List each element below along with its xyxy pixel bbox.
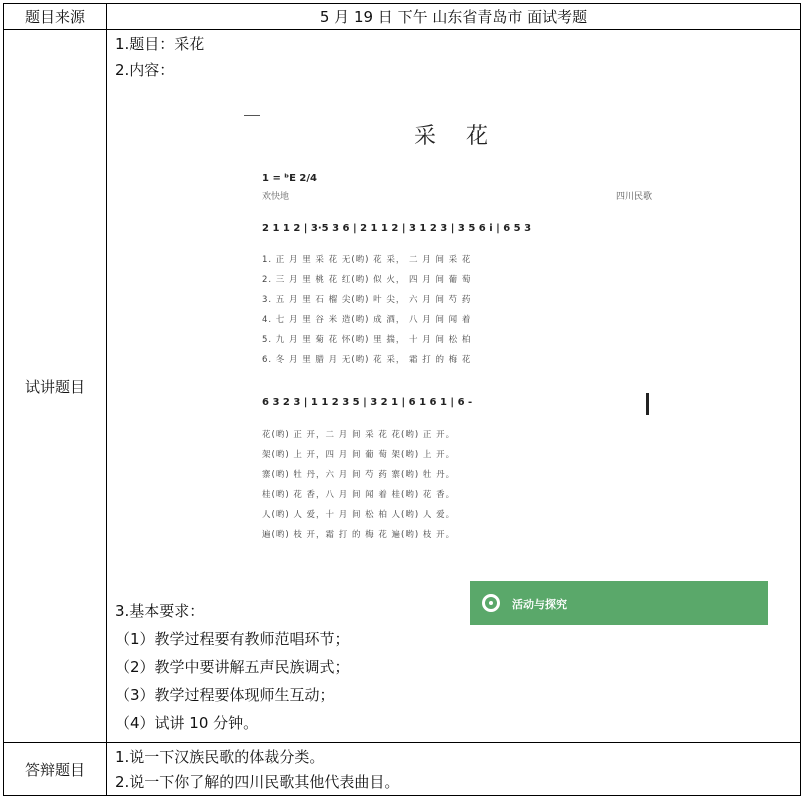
defense-item-1: 1.说一下汉族民歌的体裁分类。 bbox=[115, 748, 325, 766]
requirement-1: （1）教学过程要有教师范唱环节； bbox=[115, 630, 350, 648]
defense-row bbox=[4, 743, 801, 796]
source-label: 题目来源 bbox=[4, 4, 107, 30]
requirements-label: 3.基本要求： bbox=[115, 602, 205, 620]
requirement-4: （4）试讲 10 分钟。 bbox=[115, 714, 259, 732]
source-value: 5 月 19 日 下午 山东省青岛市 面试考题 bbox=[107, 4, 801, 30]
topic-line: 1.题目：采花 bbox=[115, 35, 205, 53]
activity-icon bbox=[482, 594, 500, 612]
score-tempo: 欢快地 bbox=[262, 192, 290, 202]
lyrics-bottom-3: 寨(哟) 牡 丹，六 月 间 芍 药 寨(哟) 牡 丹。 bbox=[262, 470, 456, 480]
lecture-row bbox=[4, 30, 801, 743]
activity-banner bbox=[470, 581, 768, 625]
exam-table bbox=[3, 3, 801, 796]
header-row bbox=[4, 4, 801, 30]
score-dash bbox=[244, 115, 260, 116]
lecture-label: 试讲题目 bbox=[4, 30, 107, 743]
requirement-2: （2）教学中要讲解五声民族调式； bbox=[115, 658, 350, 676]
lyrics-top-2: 2. 三 月 里 桃 花 红(哟) 似 火， 四 月 间 葡 萄 bbox=[262, 275, 472, 285]
lecture-content bbox=[107, 30, 800, 742]
lyrics-bottom-4: 桂(哟) 花 香，八 月 间 闻 着 桂(哟) 花 香。 bbox=[262, 490, 456, 500]
content-label: 2.内容： bbox=[115, 61, 175, 79]
defense-cell bbox=[107, 743, 801, 796]
lyrics-top-3: 3. 五 月 里 石 榴 尖(哟) 叶 尖， 六 月 间 芍 药 bbox=[262, 295, 472, 305]
score-key: 1 = ᵇE 2/4 bbox=[262, 173, 317, 184]
lyrics-bottom-6: 遍(哟) 枝 开，霜 打 的 梅 花 遍(哟) 枝 开。 bbox=[262, 530, 456, 540]
lyrics-bottom-5: 人(哟) 人 爱，十 月 间 松 柏 人(哟) 人 爱。 bbox=[262, 510, 456, 520]
lyrics-top-1: 1. 正 月 里 采 花 无(哟) 花 采， 二 月 间 采 花 bbox=[262, 255, 472, 265]
final-barline bbox=[646, 393, 649, 415]
music-score bbox=[244, 85, 674, 611]
score-origin: 四川民歌 bbox=[616, 192, 653, 202]
defense-item-2: 2.说一下你了解的四川民歌其他代表曲目。 bbox=[115, 773, 400, 791]
defense-content bbox=[107, 743, 800, 795]
defense-label: 答辩题目 bbox=[4, 743, 107, 796]
requirement-3: （3）教学过程要体现师生互动； bbox=[115, 686, 335, 704]
lyrics-bottom-1: 花(哟) 正 开，二 月 间 采 花 花(哟) 正 开。 bbox=[262, 430, 456, 440]
score-title: 采花 bbox=[414, 124, 519, 149]
activity-banner-text: 活动与探究 bbox=[512, 598, 567, 611]
lyrics-top-6: 6. 冬 月 里 腊 月 无(哟) 花 采， 霜 打 的 梅 花 bbox=[262, 355, 472, 365]
notes-row-2: 6 3 2 3 | 1 1 2 3 5 | 3 2 1 | 6 1 6 1 | 6 - bbox=[262, 397, 473, 408]
lyrics-top-4: 4. 七 月 里 谷 米 造(哟) 成 酒， 八 月 间 闻 着 bbox=[262, 315, 472, 325]
lyrics-top-5: 5. 九 月 里 菊 花 怀(哟) 里 揣， 十 月 间 松 柏 bbox=[262, 335, 472, 345]
notes-row-1: 2 1 1 2 | 3·5 3 6 | 2 1 1 2 | 3 1 2 3 | 3 5 6 i | 6 5 3 bbox=[262, 223, 532, 234]
lyrics-bottom-2: 架(哟) 上 开，四 月 间 葡 萄 架(哟) 上 开。 bbox=[262, 450, 456, 460]
lecture-cell bbox=[107, 30, 801, 743]
